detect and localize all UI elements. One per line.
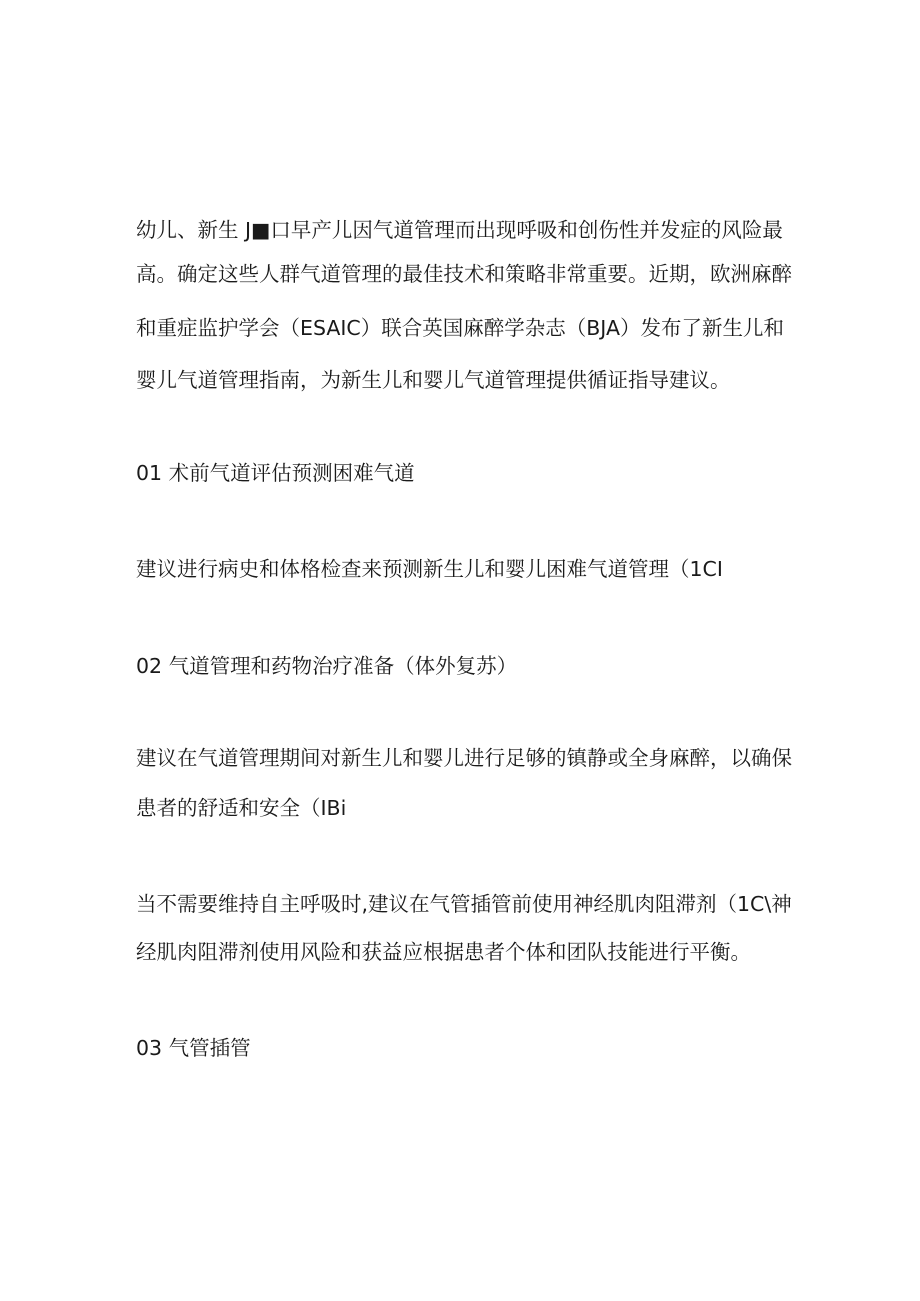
section-heading-02: 02 气道管理和药物治疗准备（体外复苏） [136,654,518,678]
section-heading-01: 01 术前气道评估预测困难气道 [136,461,415,485]
section-heading-03: 03 气管插管 [136,1036,251,1060]
intro-line-1: 幼儿、新生 J■口早产儿因气道管理而出现呼吸和创伤性并发症的风险最 [136,218,783,242]
section-02-paragraph-1-line-2: 患者的舒适和安全（IBi [136,796,347,820]
section-02-paragraph-2-line-2: 经肌肉阻滞剂使用风险和获益应根据患者个体和团队技能进行平衡。 [136,940,751,964]
section-02-paragraph-1-line-1: 建议在气道管理期间对新生儿和婴儿进行足够的镇静或全身麻醉，以确保 [136,746,792,770]
section-01-paragraph-1-line-1: 建议进行病史和体格检查来预测新生儿和婴儿困难气道管理（1CI [136,557,723,581]
section-02-paragraph-2-line-1: 当不需要维持自主呼吸时,建议在气管插管前使用神经肌肉阻滞剂（1C\神 [136,892,792,916]
intro-line-4: 婴儿气道管理指南，为新生儿和婴儿气道管理提供循证指导建议。 [136,368,731,392]
intro-line-3: 和重症监护学会（ESAIC）联合英国麻醉学杂志（BJA）发布了新生儿和 [136,316,785,340]
intro-line-2: 高。确定这些人群气道管理的最佳技术和策略非常重要。近期，欧洲麻醉 [136,262,792,286]
